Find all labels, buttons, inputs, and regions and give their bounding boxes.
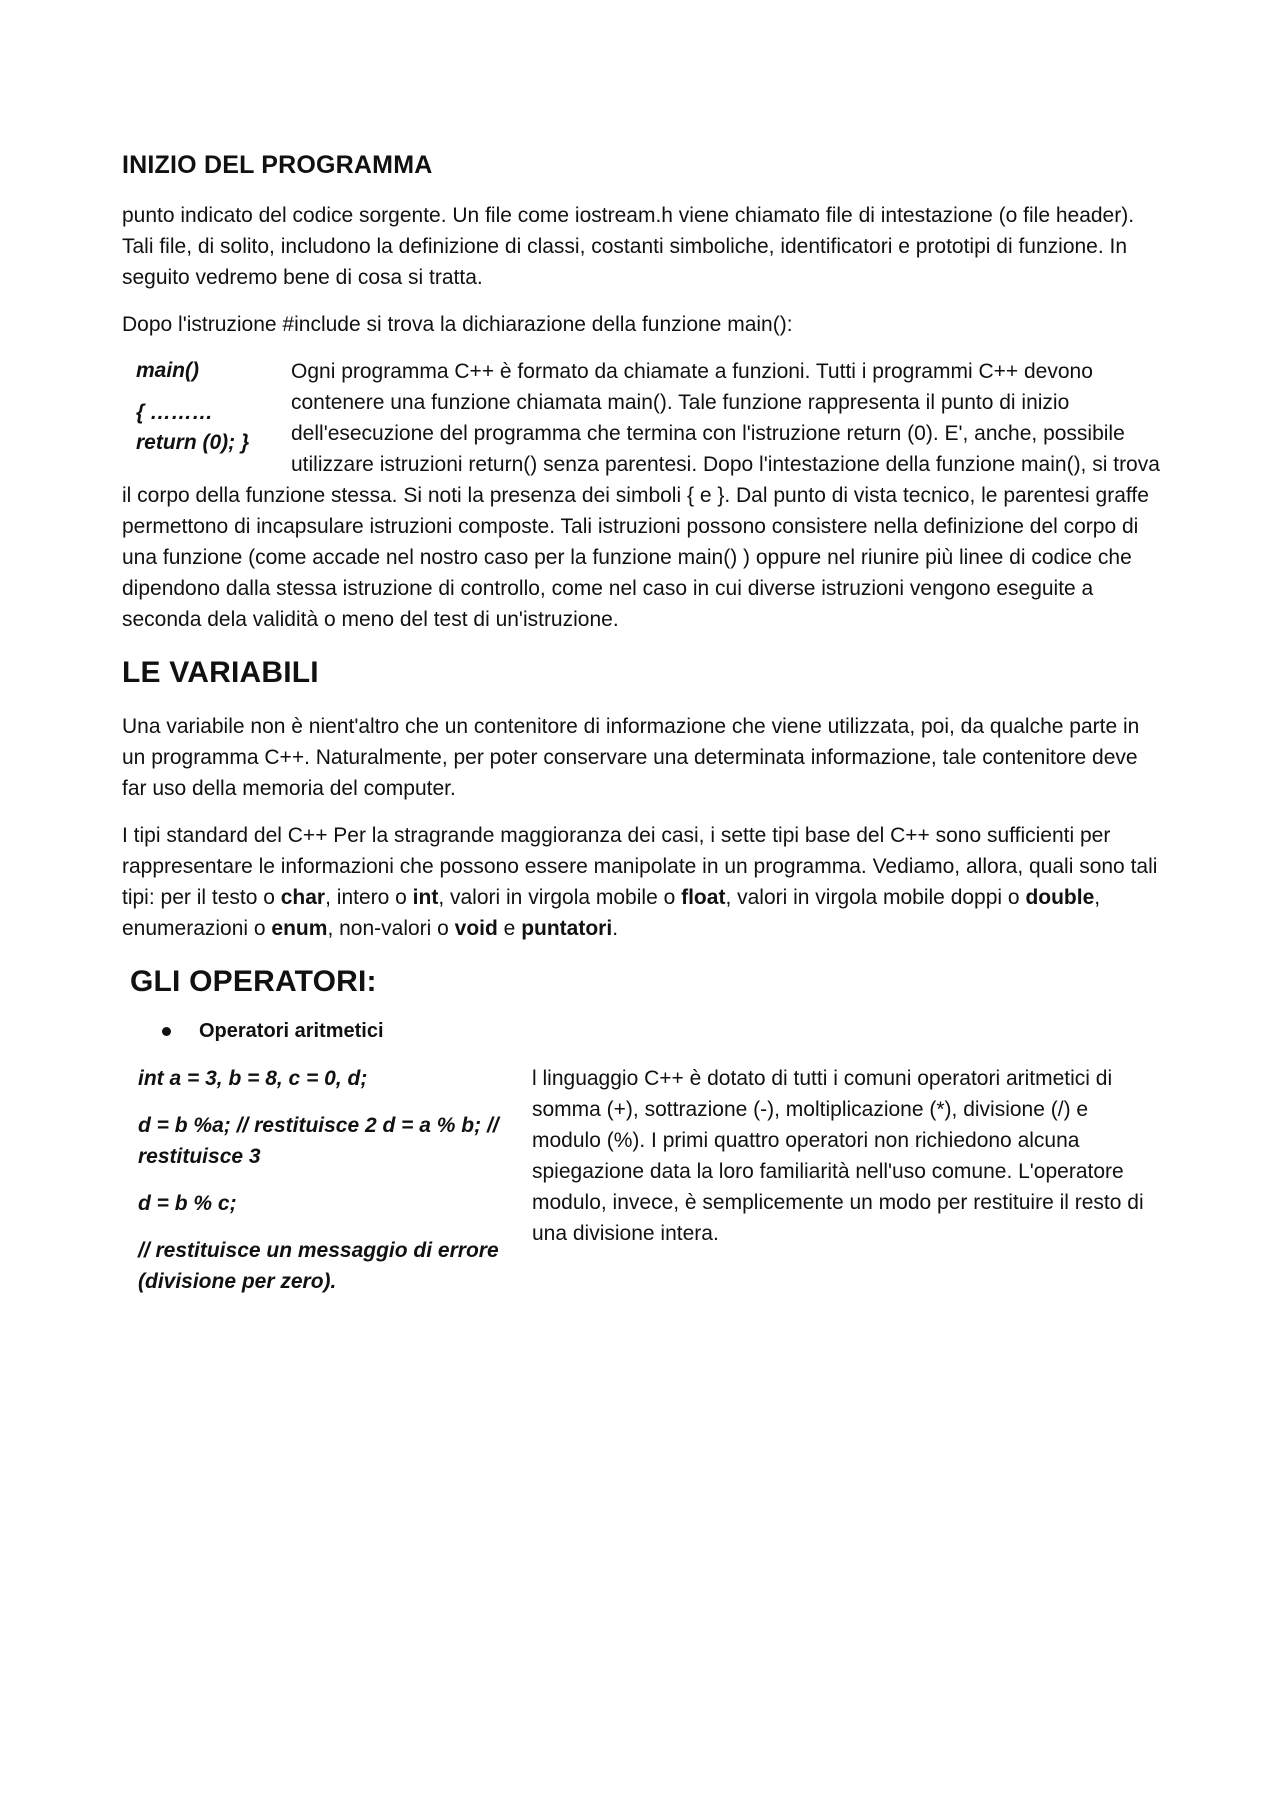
type-puntatori: puntatori [521, 917, 613, 940]
operators-description-column [532, 1063, 1162, 1313]
main-function-block [122, 356, 1162, 635]
code-line-return: return (0); } [136, 431, 250, 454]
types-text: , intero o [325, 886, 413, 909]
types-text: , valori in virgola mobile doppi o [725, 886, 1026, 909]
types-intro: I tipi standard del C++ Per la stragrande maggioranza dei casi, i sette tipi base del C++ sono sufficienti per rappresentare le informazioni che possono essere manipolate in un programma. Vediamo, allora, quali sono tali tipi: per il testo o [122, 824, 1158, 909]
heading-gli-operatori: GLI OPERATORI: [130, 965, 377, 998]
types-text: , valori in virgola mobile o [438, 886, 682, 909]
types-text: . [612, 917, 619, 940]
operators-two-column [122, 1063, 1162, 1313]
type-float: float [681, 886, 726, 909]
code-line-modulo-examples: d = b %a; // restituisce 2 d = a % b; // restituisce 3 [138, 1114, 499, 1168]
types-text: e [497, 917, 522, 940]
paragraph-arithmetic-operators: l linguaggio C++ è dotato di tutti i comuni operatori aritmetici di somma (+), sottrazione (-), moltiplicazione (*), divisione (/) e modulo (%). I primi quattro operatori non richiedono alcuna spiegazione data la loro familiarità nell'uso comune. L'operatore modulo, invece, è semplicemente un modo per restituire il resto di una divisione intera. [532, 1067, 1144, 1245]
main-code-snippet [136, 356, 291, 458]
bullet-label: Operatori aritmetici [199, 1020, 384, 1042]
code-line-error-comment: // restituisce un messaggio di errore (divisione per zero). [138, 1239, 499, 1293]
paragraph-header-files: punto indicato del codice sorgente. Un file come iostream.h viene chiamato file di intestazione (o file header). Tali file, di solito, includono la definizione di classi, costanti simboliche, identificatori e prototipi di funzione. In seguito vedremo bene di cosa si tratta. [122, 204, 1135, 289]
paragraph-standard-types [122, 820, 1162, 944]
types-text: , non-valori o [327, 917, 455, 940]
type-void: void [454, 917, 498, 940]
bullet-dot-icon [162, 1027, 171, 1036]
type-enum: enum [271, 917, 328, 940]
heading-inizio-del-programma: INIZIO DEL PROGRAMMA [122, 151, 433, 179]
bullet-item-operatori-aritmetici [162, 1020, 1162, 1043]
code-line-modulo-zero: d = b % c; [138, 1192, 237, 1215]
heading-le-variabili: LE VARIABILI [122, 656, 319, 689]
paragraph-main-declaration: Dopo l'istruzione #include si trova la dichiarazione della funzione main(): [122, 313, 793, 336]
code-line-main: main() [136, 359, 199, 382]
types-text: , enumerazioni o [122, 886, 1101, 940]
paragraph-main-function: Ogni programma C++ è formato da chiamate a funzioni. Tutti i programmi C++ devono contenere una funzione chiamata main(). Tale funzione rappresenta il punto di inizio dell'esecuzione del programma che termina con l'istruzione return (0). E', anche, possibile utilizzare istruzioni return() senza parentesi. Dopo l'intestazione della funzione main(), si trova il corpo della funzione stessa. Si noti la presenza dei simboli { e }. Dal punto di vista tecnico, le parentesi graffe permettono di incapsulare istruzioni composte. Tali istruzioni possono consistere nella definizione del corpo di una funzione (come accade nel nostro caso per la funzione main() ) oppure nel riunire più linee di codice che dipendono dalla stessa istruzione di controllo, come nel caso in cui diverse istruzioni vengono eseguite a seconda dela validità o meno del test di un'istruzione. [122, 360, 1160, 631]
type-char: char [280, 886, 326, 909]
code-line-declaration: int a = 3, b = 8, c = 0, d; [138, 1067, 368, 1090]
operators-code-column [138, 1063, 518, 1313]
document-page [122, 150, 1162, 1313]
type-int: int [412, 886, 439, 909]
type-double: double [1025, 886, 1095, 909]
code-line-open-brace: { ……… [136, 401, 214, 424]
paragraph-variable-definition: Una variabile non è nient'altro che un contenitore di informazione che viene utilizzata, poi, da qualche parte in un programma C++. Naturalmente, per poter conservare una determinata informazione, tale contenitore deve far uso della memoria del computer. [122, 715, 1140, 800]
